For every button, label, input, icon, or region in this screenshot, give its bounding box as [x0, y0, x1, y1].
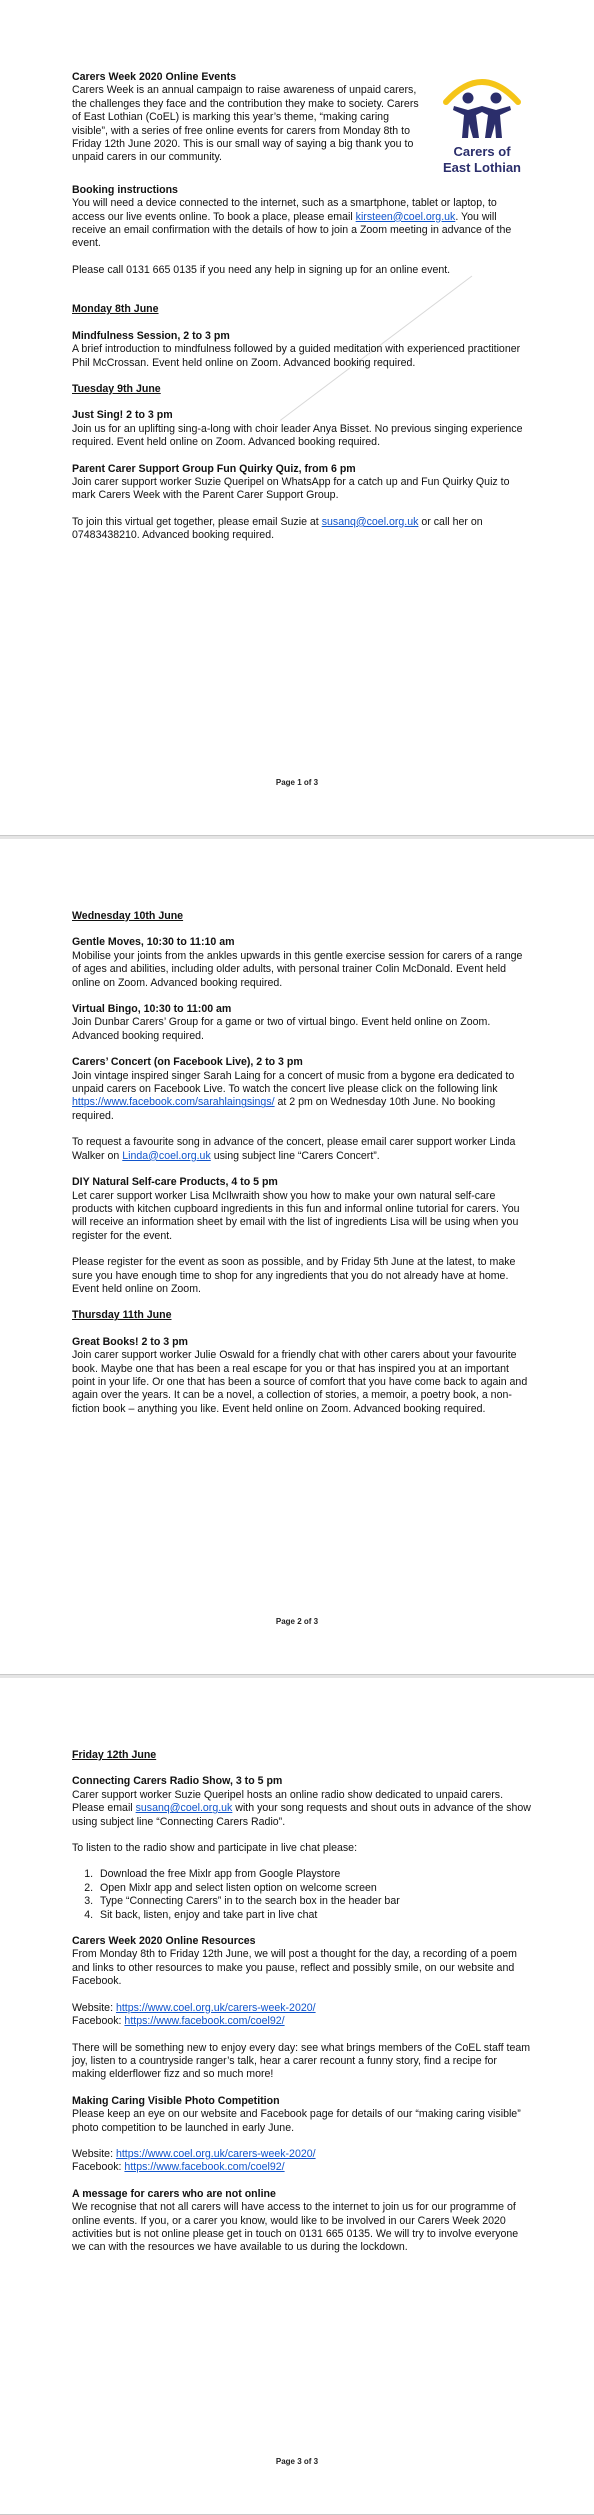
radio-show-title: Connecting Carers Radio Show, 3 to 5 pm: [72, 1775, 283, 1788]
wednesday-heading: Wednesday 10th June: [72, 910, 184, 922]
just-sing-text: Join us for an uplifting sing-a-long with choir leader Anya Bisset. No previous singing experience required. Event held online on Zoom. Advanced booking required.: [72, 422, 523, 449]
page-3: [0, 1678, 594, 2515]
document-title: Carers Week 2020 Online Events: [72, 71, 237, 83]
page-3-footer: Page 3 of 3: [275, 2457, 319, 2466]
website-label: Website:: [72, 2001, 116, 2014]
website-label-2: Website:: [72, 2147, 116, 2160]
radio-step: 3. Type “Connecting Carers” in to the search box in the header bar: [96, 1895, 532, 1908]
mindfulness-title: Mindfulness Session, 2 to 3 pm: [72, 329, 230, 342]
resources-more-text: There will be something new to enjoy every day: see what brings members of the CoEL staff team joy, listen to a countryside ranger’s talk, hear a carer recount a funny story, find a recipe for making elderflower fizz and so much more!: [72, 2041, 531, 2081]
page-1: [0, 0, 594, 836]
virtual-bingo-text: Join Dunbar Carers’ Group for a game or two of virtual bingo. Event held online on Zoom. Advanced booking required.: [72, 1016, 491, 1042]
mindfulness-text: A brief introduction to mindfulness followed by a guided meditation with experienced practitioner Phil McCrossan. Event held online on Zoom. Advanced booking required.: [72, 343, 521, 369]
page-1-content: [72, 71, 532, 556]
radio-show-paragraph: [72, 1789, 532, 1829]
website-link[interactable]: https://www.coel.org.uk/carers-week-2020/: [115, 2001, 316, 2014]
song-request-text-1: To request a favourite song in advance of the concert, please email carer support worker Linda Walker on: [72, 1136, 516, 1162]
page-2-footer: Page 2 of 3: [275, 1617, 319, 1626]
resources-links: [72, 2002, 532, 2029]
offline-message-text: We recognise that not all carers will have access to the internet to join us for our programme of online events. If you, or a carer you know, would like to be involved in our Carers Week 2020 activities but is not online please get in touch on 0131 665 0135. We will try to involve everyone we can with the resources we have available to us during the lockdown.: [72, 2201, 519, 2254]
radio-text-2: with your song requests and shout outs in advance of the show using subject line “Connecting Carers Radio”.: [72, 1802, 531, 1828]
quiz-join-paragraph: [72, 516, 532, 543]
great-books-title: Great Books! 2 to 3 pm: [72, 1335, 188, 1348]
intro-paragraph: Carers Week is an annual campaign to raise awareness of unpaid carers, the challenges they face and the contribution they make to society. Carers of East Lothian (CoEL) is marking this year’s theme, “making caring visible”, with a series of free online events for carers from Monday 8th to Friday 12th June 2020. This is our small way of saying a big thank you to unpaid carers in our community.: [72, 84, 419, 164]
thursday-heading: Thursday 11th June: [72, 1309, 172, 1322]
carers-concert-paragraph: [72, 1070, 532, 1124]
friday-heading: Friday 12th June: [72, 1749, 157, 1761]
booking-text-2: . You will receive an email confirmation with the details of how to join a Zoom meeting in advance of the event.: [72, 210, 512, 250]
gentle-moves-text: Mobilise your joints from the ankles upwards in this gentle exercise session for carers of a range of ages and abilities, including older adults, with personal trainer Colin McDonald. Event held online on Zoom. Advanced booking required.: [72, 949, 523, 989]
booking-email-link[interactable]: kirsteen@coel.org.uk: [355, 210, 456, 223]
sarah-laing-facebook-link[interactable]: https://www.facebook.com/sarahlaingsings/: [72, 1096, 275, 1109]
facebook-label: Facebook:: [72, 2015, 125, 2028]
booking-paragraph: [72, 197, 532, 251]
radio-step: 2. Open Mixlr app and select listen option on welcome screen: [96, 1882, 532, 1895]
radio-step: 4. Sit back, listen, enjoy and take part in live chat: [96, 1909, 532, 1922]
page-1-footer: Page 1 of 3: [275, 778, 319, 787]
help-paragraph: Please call 0131 665 0135 if you need any help in signing up for an online event.: [72, 263, 451, 276]
radio-text-1: Carer support worker Suzie Queripel hosts an online radio show dedicated to unpaid carers. Please email: [72, 1788, 504, 1815]
gentle-moves-title: Gentle Moves, 10:30 to 11:10 am: [72, 936, 235, 949]
suzie-email-link[interactable]: susanq@coel.org.uk: [321, 515, 419, 528]
diy-selfcare-title: DIY Natural Self-care Products, 4 to 5 pm: [72, 1176, 278, 1189]
facebook-label-2: Facebook:: [72, 2161, 125, 2174]
radio-steps-list: [72, 1868, 532, 1922]
virtual-bingo-title: Virtual Bingo, 10:30 to 11:00 am: [72, 1003, 232, 1016]
tuesday-heading: Tuesday 9th June: [72, 382, 161, 395]
radio-listen-text: To listen to the radio show and participate in live chat please:: [72, 1842, 358, 1855]
online-resources-title: Carers Week 2020 Online Resources: [72, 1935, 256, 1948]
monday-heading: Monday 8th June: [72, 303, 159, 316]
radio-step: 1. Download the free Mixlr app from Google Playstore: [96, 1868, 532, 1881]
quiz-join-text-2: or call her on 07483438210. Advanced booking required.: [72, 515, 483, 542]
diy-selfcare-text: Let carer support worker Lisa McIlwraith show you how to make your own natural self-care products with kitchen cupboard ingredients in this fun and informal online tutorial for carers. You will receive an information sheet by email with the list of ingredients Lisa will be using when you register for the event.: [72, 1189, 520, 1242]
carers-concert-title: Carers’ Concert (on Facebook Live), 2 to 3 pm: [72, 1056, 303, 1069]
just-sing-title: Just Sing! 2 to 3 pm: [72, 409, 173, 422]
suzie-radio-email-link[interactable]: susanq@coel.org.uk: [135, 1802, 233, 1815]
concert-text-2: at 2 pm on Wednesday 10th June. No booking required.: [72, 1096, 496, 1122]
website-link-2[interactable]: https://www.coel.org.uk/carers-week-2020/: [115, 2147, 316, 2160]
song-request-paragraph: [72, 1136, 532, 1163]
facebook-link-2[interactable]: https://www.facebook.com/coel92/: [124, 2161, 285, 2174]
logo-text-line1: Carers of: [453, 144, 511, 159]
great-books-text: Join carer support worker Julie Oswald for a friendly chat with other carers about your favourite book. Maybe one that has been a real escape for you or that has inspired you at an important point in your life. Or one that has been a source of comfort that you have come back to again and again over the years. It can be a novel, a collection of stories, a memoir, a poetry book, a non-fiction book – anything you like. Event held online on Zoom. Advanced booking required.: [72, 1349, 528, 1415]
page-2: [0, 839, 594, 1675]
page-2-content: [72, 910, 532, 1429]
online-resources-text: From Monday 8th to Friday 12th June, we will post a thought for the day, a recording of a poem and links to other resources to make you pause, reflect and possibly smile, on our website and Facebook.: [72, 1948, 517, 1988]
concert-text-1: Join vintage inspired singer Sarah Laing for a concert of music from a bygone era dedicated to unpaid carers on Facebook Live. To watch the concert live please click on the following link: [72, 1069, 515, 1096]
offline-message-title: A message for carers who are not online: [72, 2187, 276, 2200]
facebook-link[interactable]: https://www.facebook.com/coel92/: [124, 2015, 285, 2028]
photo-competition-title: Making Caring Visible Photo Competition: [72, 2094, 280, 2107]
logo-text-line2: East Lothian: [442, 160, 522, 175]
booking-heading: Booking instructions: [72, 183, 178, 196]
photo-competition-links: [72, 2148, 532, 2175]
photo-competition-text: Please keep an eye on our website and Facebook page for details of our “making caring visible” photo competition to be launched in early June.: [72, 2108, 521, 2134]
song-request-text-2: using subject line “Carers Concert”.: [210, 1149, 380, 1162]
booking-text-1: You will need a device connected to the internet, such as a smartphone, tablet or laptop, to access our live events online. To book a place, please email: [72, 197, 497, 223]
quiz-text: Join carer support worker Suzie Queripel on WhatsApp for a catch up and Fun Quirky Quiz to mark Carers Week with the Parent Carer Support Group.: [72, 475, 510, 502]
quiz-title: Parent Carer Support Group Fun Quirky Quiz, from 6 pm: [72, 462, 356, 475]
linda-email-link[interactable]: Linda@coel.org.uk: [122, 1149, 211, 1162]
page-3-content: [72, 1749, 532, 2268]
diy-register-text: Please register for the event as soon as possible, and by Friday 5th June at the latest, to make sure you have enough time to shop for any ingredients that you do not already have at home. Event held online on Zoom.: [72, 1256, 516, 1295]
quiz-join-text-1: To join this virtual get together, please email Suzie at: [72, 515, 319, 528]
